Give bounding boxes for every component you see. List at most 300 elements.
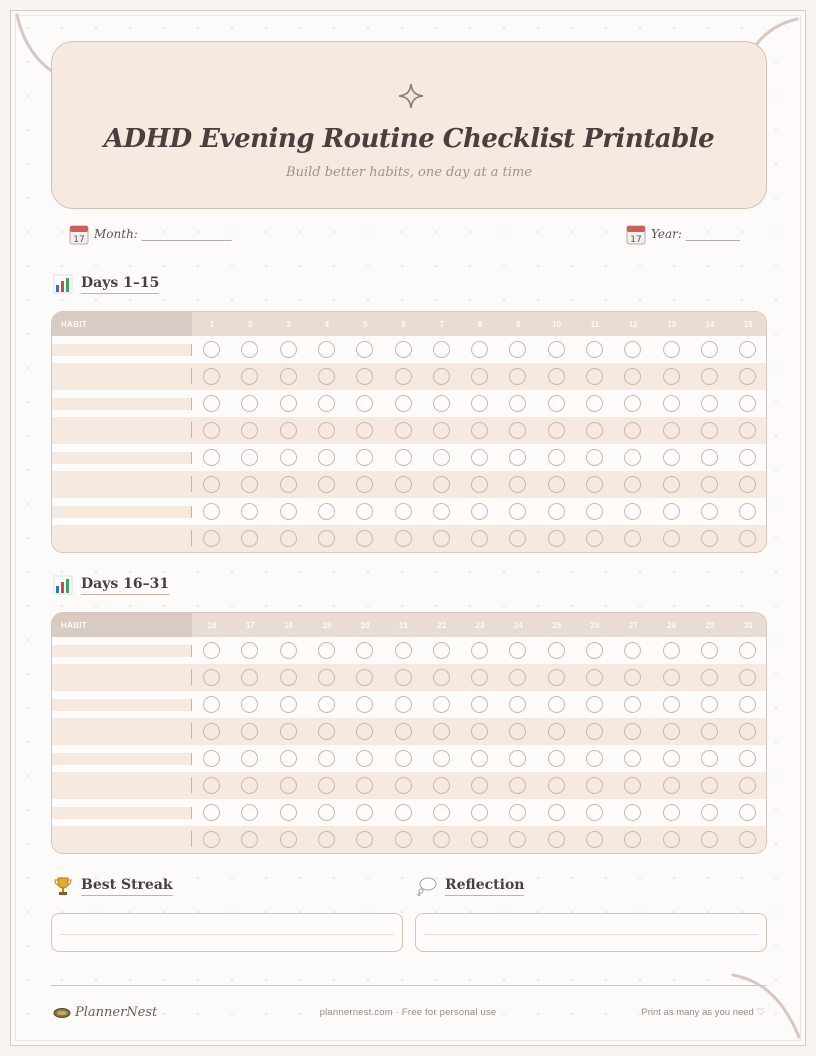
check-circle[interactable] — [241, 723, 258, 740]
check-circle[interactable] — [739, 777, 756, 794]
habit-name-field[interactable] — [52, 398, 192, 410]
check-circle[interactable] — [280, 723, 297, 740]
check-circle[interactable] — [318, 696, 335, 713]
habit-name-field[interactable] — [52, 669, 192, 685]
check-circle[interactable] — [586, 669, 603, 686]
thought-bubble-icon — [417, 876, 437, 896]
habit-row — [52, 336, 766, 363]
check-circle[interactable] — [241, 530, 258, 547]
check-circle[interactable] — [701, 422, 718, 439]
habit-row — [52, 525, 766, 552]
check-circle[interactable] — [586, 777, 603, 794]
check-circle[interactable] — [471, 530, 488, 547]
section-title: Days 1–15 — [81, 275, 159, 294]
check-circle[interactable] — [395, 449, 412, 466]
best-streak-title: Best Streak — [81, 877, 173, 896]
check-circle[interactable] — [701, 669, 718, 686]
check-circle[interactable] — [509, 395, 526, 412]
check-circle[interactable] — [663, 777, 680, 794]
check-circle[interactable] — [701, 831, 718, 848]
check-circle[interactable] — [624, 804, 641, 821]
check-circle[interactable] — [356, 750, 373, 767]
check-circle[interactable] — [280, 642, 297, 659]
check-circle[interactable] — [203, 696, 220, 713]
check-circle[interactable] — [280, 831, 297, 848]
habit-name-field[interactable] — [52, 753, 192, 765]
check-circle[interactable] — [395, 831, 412, 848]
check-circle[interactable] — [701, 696, 718, 713]
habit-row — [52, 826, 766, 853]
check-circle[interactable] — [241, 831, 258, 848]
year-field — [626, 223, 740, 245]
day-number: 20 — [360, 621, 370, 630]
check-circle[interactable] — [663, 669, 680, 686]
check-circle[interactable] — [280, 422, 297, 439]
check-circle[interactable] — [548, 503, 565, 520]
check-circle[interactable] — [663, 449, 680, 466]
check-circle[interactable] — [203, 395, 220, 412]
check-circle[interactable] — [548, 642, 565, 659]
planner-page — [10, 10, 806, 1046]
check-circle[interactable] — [241, 750, 258, 767]
check-circle[interactable] — [663, 804, 680, 821]
check-circle[interactable] — [509, 476, 526, 493]
check-circle[interactable] — [624, 777, 641, 794]
calendar-icon — [69, 223, 89, 245]
check-circle[interactable] — [624, 669, 641, 686]
check-circle[interactable] — [356, 368, 373, 385]
check-circle[interactable] — [203, 804, 220, 821]
check-circle[interactable] — [395, 696, 412, 713]
check-circle[interactable] — [356, 395, 373, 412]
check-circle[interactable] — [433, 723, 450, 740]
check-circle[interactable] — [624, 449, 641, 466]
check-circle[interactable] — [203, 341, 220, 358]
check-circle[interactable] — [356, 503, 373, 520]
check-circle[interactable] — [433, 750, 450, 767]
check-circle[interactable] — [203, 642, 220, 659]
check-circle[interactable] — [395, 476, 412, 493]
habit-column-header: HABIT — [52, 613, 192, 637]
check-circle[interactable] — [395, 341, 412, 358]
check-circle[interactable] — [471, 503, 488, 520]
check-circle[interactable] — [586, 368, 603, 385]
habit-grid-days-16-31 — [51, 612, 767, 854]
check-circle[interactable] — [624, 530, 641, 547]
check-circle[interactable] — [624, 831, 641, 848]
check-circle[interactable] — [356, 669, 373, 686]
check-circle[interactable] — [203, 422, 220, 439]
check-circle[interactable] — [318, 395, 335, 412]
check-circle[interactable] — [471, 696, 488, 713]
check-circle[interactable] — [241, 642, 258, 659]
check-circle[interactable] — [318, 503, 335, 520]
check-circle[interactable] — [395, 395, 412, 412]
day-number: 15 — [743, 320, 753, 329]
check-circle[interactable] — [203, 777, 220, 794]
check-circle[interactable] — [739, 696, 756, 713]
check-circle[interactable] — [280, 395, 297, 412]
check-circle[interactable] — [509, 530, 526, 547]
check-circle[interactable] — [739, 449, 756, 466]
check-circle[interactable] — [433, 777, 450, 794]
header-card — [51, 41, 767, 209]
check-circle[interactable] — [433, 696, 450, 713]
check-circle[interactable] — [203, 831, 220, 848]
check-circle[interactable] — [663, 831, 680, 848]
check-circle[interactable] — [433, 422, 450, 439]
check-circle[interactable] — [663, 642, 680, 659]
check-circle[interactable] — [624, 696, 641, 713]
check-circle[interactable] — [356, 642, 373, 659]
check-circle[interactable] — [356, 422, 373, 439]
habit-name-field[interactable] — [52, 807, 192, 819]
footer-divider — [51, 985, 767, 986]
habit-row — [52, 417, 766, 444]
writing-line — [424, 934, 758, 935]
check-circle[interactable] — [471, 642, 488, 659]
day-number: 11 — [590, 320, 600, 329]
check-circle[interactable] — [509, 503, 526, 520]
check-circle[interactable] — [548, 750, 565, 767]
check-circle[interactable] — [739, 804, 756, 821]
check-circle[interactable] — [280, 368, 297, 385]
habit-name-field[interactable] — [52, 699, 192, 711]
check-circle[interactable] — [471, 723, 488, 740]
check-circle[interactable] — [548, 476, 565, 493]
check-circle[interactable] — [280, 777, 297, 794]
check-circle[interactable] — [203, 530, 220, 547]
check-circle[interactable] — [280, 476, 297, 493]
check-circle[interactable] — [280, 696, 297, 713]
check-circle[interactable] — [624, 723, 641, 740]
check-circle[interactable] — [433, 503, 450, 520]
check-circle[interactable] — [318, 642, 335, 659]
check-circle[interactable] — [395, 777, 412, 794]
day-number: 2 — [248, 320, 253, 329]
check-circle[interactable] — [624, 476, 641, 493]
check-circle[interactable] — [586, 449, 603, 466]
check-circle[interactable] — [663, 723, 680, 740]
check-circle[interactable] — [241, 341, 258, 358]
habit-name-field[interactable] — [52, 506, 192, 518]
habit-name-field[interactable] — [52, 777, 192, 793]
check-circle[interactable] — [701, 503, 718, 520]
check-circle[interactable] — [280, 750, 297, 767]
check-circle[interactable] — [548, 696, 565, 713]
check-circle[interactable] — [203, 723, 220, 740]
check-circle[interactable] — [739, 341, 756, 358]
check-circle[interactable] — [663, 503, 680, 520]
check-circle[interactable] — [509, 750, 526, 767]
habit-name-field[interactable] — [52, 831, 192, 847]
check-circle[interactable] — [356, 449, 373, 466]
check-circle[interactable] — [586, 476, 603, 493]
check-circle[interactable] — [509, 831, 526, 848]
check-circle[interactable] — [318, 476, 335, 493]
check-circle[interactable] — [586, 341, 603, 358]
check-circle[interactable] — [509, 422, 526, 439]
day-number: 25 — [552, 621, 562, 630]
check-circle[interactable] — [548, 368, 565, 385]
check-circle[interactable] — [701, 750, 718, 767]
check-circle[interactable] — [586, 723, 603, 740]
check-circle[interactable] — [241, 449, 258, 466]
check-circle[interactable] — [318, 669, 335, 686]
habit-name-field[interactable] — [52, 723, 192, 739]
check-circle[interactable] — [586, 422, 603, 439]
reflection-box[interactable] — [415, 913, 767, 952]
check-circle[interactable] — [548, 723, 565, 740]
check-circle[interactable] — [241, 476, 258, 493]
footer-website: plannernest.com · Free for personal use — [319, 1007, 497, 1018]
habit-row — [52, 664, 766, 691]
check-circle[interactable] — [663, 696, 680, 713]
check-circle[interactable] — [280, 449, 297, 466]
check-circle[interactable] — [739, 530, 756, 547]
check-circle[interactable] — [509, 341, 526, 358]
check-circle[interactable] — [471, 341, 488, 358]
check-circle[interactable] — [433, 476, 450, 493]
check-circle[interactable] — [739, 368, 756, 385]
check-circle[interactable] — [356, 341, 373, 358]
trophy-icon — [53, 876, 73, 896]
habit-name-field[interactable] — [52, 368, 192, 384]
check-circle[interactable] — [739, 503, 756, 520]
check-circle[interactable] — [624, 642, 641, 659]
check-circle[interactable] — [548, 449, 565, 466]
check-circle[interactable] — [701, 395, 718, 412]
check-circle[interactable] — [701, 723, 718, 740]
check-circle[interactable] — [624, 341, 641, 358]
check-circle[interactable] — [318, 804, 335, 821]
check-circle[interactable] — [318, 530, 335, 547]
check-circle[interactable] — [471, 476, 488, 493]
check-circle[interactable] — [739, 422, 756, 439]
check-circle[interactable] — [241, 368, 258, 385]
check-circle[interactable] — [433, 395, 450, 412]
habit-name-field[interactable] — [52, 476, 192, 492]
check-circle[interactable] — [548, 777, 565, 794]
check-circle[interactable] — [318, 777, 335, 794]
check-circle[interactable] — [586, 530, 603, 547]
check-circle[interactable] — [395, 530, 412, 547]
check-circle[interactable] — [663, 368, 680, 385]
check-circle[interactable] — [318, 449, 335, 466]
check-circle[interactable] — [663, 422, 680, 439]
habit-grid-days-1-15 — [51, 311, 767, 553]
check-circle[interactable] — [318, 723, 335, 740]
check-circle[interactable] — [471, 368, 488, 385]
check-circle[interactable] — [318, 422, 335, 439]
check-circle[interactable] — [203, 503, 220, 520]
day-number: 19 — [322, 621, 332, 630]
check-circle[interactable] — [701, 804, 718, 821]
habit-row — [52, 363, 766, 390]
check-circle[interactable] — [739, 723, 756, 740]
check-circle[interactable] — [624, 422, 641, 439]
check-circle[interactable] — [318, 341, 335, 358]
check-circle[interactable] — [509, 368, 526, 385]
check-circle[interactable] — [433, 669, 450, 686]
check-circle[interactable] — [280, 669, 297, 686]
month-field — [69, 223, 232, 245]
check-circle[interactable] — [395, 503, 412, 520]
check-circle[interactable] — [701, 476, 718, 493]
check-circle[interactable] — [548, 530, 565, 547]
day-number: 17 — [245, 621, 255, 630]
check-circle[interactable] — [471, 750, 488, 767]
check-circle[interactable] — [739, 831, 756, 848]
check-circle[interactable] — [433, 449, 450, 466]
check-circle[interactable] — [356, 696, 373, 713]
check-circle[interactable] — [241, 696, 258, 713]
check-circle[interactable] — [280, 530, 297, 547]
svg-text:17: 17 — [630, 235, 642, 245]
check-circle[interactable] — [739, 395, 756, 412]
check-circle[interactable] — [395, 669, 412, 686]
check-circle[interactable] — [433, 804, 450, 821]
day-number: 7 — [439, 320, 445, 329]
check-circle[interactable] — [548, 341, 565, 358]
check-circle[interactable] — [241, 422, 258, 439]
check-circle[interactable] — [318, 831, 335, 848]
check-circle[interactable] — [395, 422, 412, 439]
check-circle[interactable] — [509, 777, 526, 794]
check-circle[interactable] — [509, 804, 526, 821]
check-circle[interactable] — [241, 669, 258, 686]
check-circle[interactable] — [701, 341, 718, 358]
check-circle[interactable] — [280, 503, 297, 520]
check-circle[interactable] — [548, 831, 565, 848]
day-number: 12 — [628, 320, 638, 329]
page-title: ADHD Evening Routine Checklist Printable — [103, 124, 715, 154]
habit-name-field[interactable] — [52, 422, 192, 438]
check-circle[interactable] — [471, 422, 488, 439]
check-circle[interactable] — [586, 642, 603, 659]
day-number: 4 — [324, 320, 330, 329]
check-circle[interactable] — [356, 804, 373, 821]
check-circle[interactable] — [203, 476, 220, 493]
check-circle[interactable] — [203, 368, 220, 385]
check-circle[interactable] — [548, 669, 565, 686]
check-circle[interactable] — [701, 368, 718, 385]
check-circle[interactable] — [471, 777, 488, 794]
check-circle[interactable] — [624, 503, 641, 520]
check-circle[interactable] — [548, 422, 565, 439]
check-circle[interactable] — [663, 530, 680, 547]
check-circle[interactable] — [471, 669, 488, 686]
check-circle[interactable] — [509, 669, 526, 686]
check-circle[interactable] — [318, 750, 335, 767]
habit-column-header: HABIT — [52, 312, 192, 336]
check-circle[interactable] — [356, 723, 373, 740]
check-circle[interactable] — [241, 503, 258, 520]
check-circle[interactable] — [203, 449, 220, 466]
habit-name-field[interactable] — [52, 530, 192, 546]
day-number: 22 — [437, 621, 447, 630]
check-circle[interactable] — [395, 750, 412, 767]
check-circle[interactable] — [624, 395, 641, 412]
check-circle[interactable] — [586, 804, 603, 821]
check-circle[interactable] — [356, 777, 373, 794]
check-circle[interactable] — [433, 530, 450, 547]
check-circle[interactable] — [586, 696, 603, 713]
check-circle[interactable] — [433, 642, 450, 659]
check-circle[interactable] — [395, 642, 412, 659]
check-circle[interactable] — [701, 777, 718, 794]
svg-text:17: 17 — [73, 235, 85, 245]
check-circle[interactable] — [395, 804, 412, 821]
check-circle[interactable] — [624, 750, 641, 767]
check-circle[interactable] — [280, 804, 297, 821]
day-number: 14 — [705, 320, 715, 329]
check-circle[interactable] — [586, 503, 603, 520]
check-circle[interactable] — [739, 750, 756, 767]
check-circle[interactable] — [241, 395, 258, 412]
check-circle[interactable] — [701, 642, 718, 659]
check-circle[interactable] — [509, 723, 526, 740]
check-circle[interactable] — [624, 368, 641, 385]
check-circle[interactable] — [433, 341, 450, 358]
check-circle[interactable] — [471, 395, 488, 412]
check-circle[interactable] — [433, 831, 450, 848]
check-circle[interactable] — [701, 530, 718, 547]
check-circle[interactable] — [356, 476, 373, 493]
check-circle[interactable] — [356, 831, 373, 848]
month-label: Month: _______________ — [94, 227, 232, 241]
check-circle[interactable] — [739, 642, 756, 659]
check-circle[interactable] — [471, 449, 488, 466]
check-circle[interactable] — [241, 777, 258, 794]
check-circle[interactable] — [280, 341, 297, 358]
check-circle[interactable] — [471, 831, 488, 848]
habit-name-field[interactable] — [52, 452, 192, 464]
check-circle[interactable] — [356, 530, 373, 547]
check-circle[interactable] — [203, 669, 220, 686]
check-circle[interactable] — [509, 696, 526, 713]
check-circle[interactable] — [663, 341, 680, 358]
best-streak-box[interactable] — [51, 913, 403, 952]
check-circle[interactable] — [663, 395, 680, 412]
reflection-section — [417, 876, 524, 896]
habit-row — [52, 637, 766, 664]
check-circle[interactable] — [739, 476, 756, 493]
check-circle[interactable] — [586, 750, 603, 767]
check-circle[interactable] — [509, 642, 526, 659]
check-circle[interactable] — [701, 449, 718, 466]
check-circle[interactable] — [395, 723, 412, 740]
check-circle[interactable] — [586, 831, 603, 848]
check-circle[interactable] — [548, 395, 565, 412]
check-circle[interactable] — [395, 368, 412, 385]
day-number: 18 — [284, 621, 294, 630]
check-circle[interactable] — [548, 804, 565, 821]
check-circle[interactable] — [509, 449, 526, 466]
check-circle[interactable] — [663, 750, 680, 767]
check-circle[interactable] — [318, 368, 335, 385]
habit-name-field[interactable] — [52, 344, 192, 356]
check-circle[interactable] — [203, 750, 220, 767]
habit-name-field[interactable] — [52, 645, 192, 657]
check-circle[interactable] — [471, 804, 488, 821]
check-circle[interactable] — [433, 368, 450, 385]
check-circle[interactable] — [663, 476, 680, 493]
check-circle[interactable] — [241, 804, 258, 821]
check-circle[interactable] — [739, 669, 756, 686]
brand-name: PlannerNest — [75, 1005, 158, 1020]
check-circle[interactable] — [586, 395, 603, 412]
